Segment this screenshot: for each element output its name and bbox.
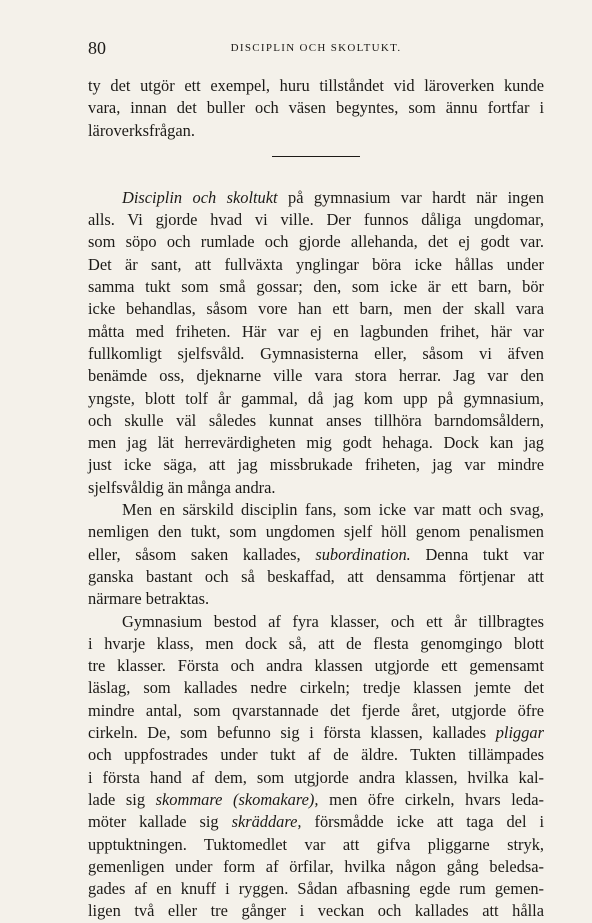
text-line: Gymnasium bestod af fyra klasser, och ett år tillbragtes (122, 611, 544, 631)
page-header (88, 38, 544, 66)
text-line: cirkeln. De, som befunno sig i första klassen, kallades pliggar (88, 723, 544, 743)
text-line: vara, innan det buller och väsen begyntes, som ännu fortfar i (88, 98, 544, 118)
text-line: Men en särskild disciplin fans, som icke var matt och svag, (122, 500, 544, 520)
italic-phrase: subordination. (315, 544, 411, 564)
text-line: fullkomligt sjelfsvåld. Gymnasisterna eller, såsom vi äfven (88, 343, 544, 363)
text-line: sjelfsvåldig än många andra. (88, 477, 276, 497)
italic-phrase: pliggar (495, 723, 544, 743)
text-line: närmare betraktas. (88, 589, 210, 609)
paragraph (88, 75, 544, 142)
text-line: möter kallade sig skräddare, försmådde icke att taga del i (88, 812, 545, 832)
text-line: icke behandlas, såsom vore han ett barn, men der skall vara (88, 299, 544, 319)
text-line: alls. Vi gjorde hvad vi ville. Der funnos dåliga ungdomar, (88, 210, 544, 230)
text-line: läroverksfrågan. (88, 120, 195, 140)
text-line: samma tukt som små gossar; den, som icke är ett barn, bör (88, 277, 544, 297)
text-line: ganska bastant och så beskaffad, att densamma förtjenar att (88, 566, 544, 586)
paragraph (88, 611, 544, 923)
text-line: eller, såsom saken kallades, subordination. Denna tukt var (88, 544, 544, 564)
page-number: 80 (88, 38, 106, 58)
section-divider (272, 156, 360, 157)
text-line: yngste, blott tolf år gammal, då jag kom upp på gymnasium, (88, 388, 544, 408)
text-line: Det är sant, att fullväxta ynglingar böra icke hållas under (88, 254, 544, 274)
text-line: gemenligen under form af örfilar, hvilka någon gång beledsa- (88, 856, 544, 876)
text-line: ty det utgör ett exempel, huru tillståndet vid läroverken kunde (88, 76, 544, 95)
text-line: nemligen den tukt, som ungdomen sjelf höll genom penalismen (88, 522, 544, 542)
text-line: och uppfostrades under tukt af de äldre. Tukten tillämpades (88, 745, 544, 765)
italic-phrase: skommare (skomakare), (155, 789, 319, 809)
text-line: just icke säga, att jag missbrukade friheten, jag var mindre (88, 455, 544, 475)
text-line: läslag, som kallades nedre cirkeln; tredje klassen jemte det (88, 678, 544, 698)
paragraph (88, 187, 544, 499)
text-line: i hvarje klass, men dock så, att de flesta genomgingo blott (88, 633, 544, 653)
text-line: gades af en knuff i ryggen. Sådan afbasning egde rum gemen- (88, 879, 544, 899)
text-line: och skulle väl således kunnat anses tillhöra barndomsåldern, (88, 410, 544, 430)
paragraph (88, 499, 544, 610)
text-line: upptuktningen. Tuktomedlet var att gifva pliggarne stryk, (88, 834, 544, 854)
text-line: ligen två eller tre gånger i veckan och kallades att hålla (88, 901, 544, 921)
text-line: i första hand af dem, som utgjorde andra klassen, hvilka kal- (88, 767, 544, 787)
text-line: men jag lät herrevärdigheten mig godt hehaga. Dock kan jag (88, 433, 544, 453)
text-line: lade sig skommare (skomakare), men öfre cirkeln, hvars leda- (88, 789, 544, 809)
text-line: som söpo och rumlade och gjorde allehanda, det ej godt var. (88, 232, 544, 252)
running-head: DISCIPLIN OCH SKOLTUKT. (230, 42, 402, 54)
italic-phrase: Disciplin och skoltukt (122, 187, 278, 207)
body-text (88, 75, 544, 923)
text-line: Disciplin och skoltukt på gymnasium var hardt när ingen (122, 187, 544, 207)
italic-phrase: skräddare, (231, 812, 302, 832)
text-line: mindre antal, som qvarstannade det fjerde året, utgjorde öfre (88, 700, 544, 720)
text-line: måtta med friheten. Här var ej en lagbunden frihet, här var (88, 321, 544, 341)
text-line: benämde oss, djeknarne ville vara stora herrar. Jag var den (88, 366, 544, 386)
text-line: tre klasser. Första och andra klassen utgjorde ett gemensamt (88, 656, 544, 676)
